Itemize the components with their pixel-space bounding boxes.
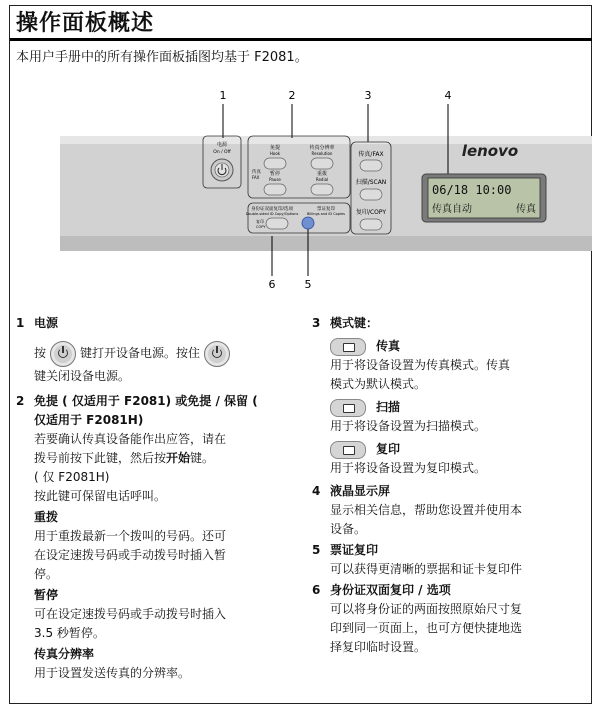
lcd-line-2-right: 传真 <box>516 204 536 215</box>
callout-5: 5 <box>304 278 312 291</box>
callout-4: 4 <box>444 89 452 102</box>
svg-text:传真分辨率: 传真分辨率 <box>309 145 335 151</box>
pause-key <box>264 184 286 195</box>
callout-3: 3 <box>364 89 372 102</box>
section-3-heading: 3 模式键： <box>312 316 379 330</box>
right-column: 3 模式键： 传真 用于将设备设置为传真模式。传真 模式为默认模式。 扫描 用于将设备设置为扫描模式。 复印 用于将设备设置为复印模式。 4 液晶显示屏 显示相关信息，帮助您设置并使用本 设备。 5 票证复印 可以获得更清晰的票据和证卡复印件 6 身份证双面复印 / 选项 可以将身份证的两面按照原始尺寸复 印到同一页面上，也可方便快捷地选 择复印临时设置。 <box>312 314 588 657</box>
callout-1: 1 <box>219 89 227 102</box>
brand-logo: lenovo <box>461 142 519 160</box>
redial-heading: 重拨 <box>34 510 59 524</box>
svg-text:身份证双面复印/选项: 身份证双面复印/选项 <box>250 207 294 212</box>
svg-text:FAX: FAX <box>252 175 260 180</box>
svg-text:扫描/SCAN: 扫描/SCAN <box>355 179 387 186</box>
callout-6: 6 <box>268 278 276 291</box>
resolution-key <box>311 158 333 169</box>
fax-mode-icon <box>330 338 366 356</box>
copy-mode-icon <box>330 441 366 459</box>
svg-text:复印: 复印 <box>256 219 264 224</box>
section-2-heading: 2 免提 ( 仅适用于 F2081) 或免提 / 保留 ( <box>16 394 258 408</box>
scan-mode-heading: 扫描 <box>312 398 588 417</box>
svg-text:Resolution: Resolution <box>311 151 333 156</box>
svg-text:On / Off: On / Off <box>213 150 231 155</box>
hook-key <box>264 158 286 169</box>
title-rule <box>10 38 592 41</box>
copy-mode-heading: 复印 <box>312 440 588 459</box>
svg-text:COPY: COPY <box>256 225 266 229</box>
section-1-heading: 1 电源 <box>16 316 59 330</box>
lcd-line-2-left: 传真自动 <box>432 204 472 215</box>
svg-text:电源: 电源 <box>216 142 228 148</box>
svg-text:Redial: Redial <box>315 177 329 182</box>
control-panel-diagram <box>60 86 592 296</box>
svg-text:Double-sided ID Copy/Options: Double-sided ID Copy/Options <box>245 212 299 216</box>
page-title: 操作面板概述 <box>16 11 155 36</box>
svg-text:重拨: 重拨 <box>316 171 328 177</box>
panel-shade <box>60 236 592 251</box>
fax-mode-key <box>360 160 382 171</box>
power-key-icon <box>204 341 230 367</box>
redial-key <box>311 184 333 195</box>
power-key-icon <box>50 341 76 367</box>
svg-text:Billings and ID Copies: Billings and ID Copies <box>307 212 345 216</box>
intro-text: 本用户手册中的所有操作面板插图均基于 F2081。 <box>16 50 308 65</box>
svg-text:Hook: Hook <box>269 151 281 156</box>
svg-text:暂停: 暂停 <box>269 171 281 177</box>
scan-mode-icon <box>330 399 366 417</box>
section-6-heading: 6 身份证双面复印 / 选项 <box>312 583 451 597</box>
svg-text:传真: 传真 <box>252 170 261 175</box>
svg-text:免提: 免提 <box>269 145 281 151</box>
svg-text:Pause: Pause <box>269 177 281 182</box>
svg-text:复印/COPY: 复印/COPY <box>355 209 387 216</box>
copy-mode-key <box>360 219 382 230</box>
section-4-heading: 4 液晶显示屏 <box>312 484 391 498</box>
resolution-heading: 传真分辨率 <box>34 647 95 661</box>
scan-mode-key <box>360 189 382 200</box>
svg-text:传真/FAX: 传真/FAX <box>358 151 384 158</box>
lcd-line-1: 06/18 10:00 <box>432 183 512 197</box>
receipt-copy-key <box>302 217 314 229</box>
pause-heading: 暂停 <box>34 588 59 602</box>
left-column: 1 电源 按 键打开设备电源。按住 键关闭设备电源。 2 免提 ( 仅适用于 F2081) 或免提 / 保留 ( 仅适用于 F2081H) 若要确认传真设备能作出应答，请在 拨号前按下此键，然后按开始键。 ( 仅 F2081H) 按此键可保留电话呼叫。 重拨 用于重拨最新一个拨叫的号码。还可 在设定速拨号码或手动拨号时插入暂 停。 暂停 可在设定速拨号码或手动拨号时插入 3.5 秒暂停。 传真分辨率 用于设置发送传真的分辨率。 <box>16 314 296 683</box>
section-5-heading: 5 票证复印 <box>312 543 379 557</box>
callout-2: 2 <box>288 89 296 102</box>
id-copy-key <box>266 218 288 229</box>
svg-text:票证复印: 票证复印 <box>317 207 335 212</box>
fax-mode-heading: 传真 <box>312 337 588 356</box>
